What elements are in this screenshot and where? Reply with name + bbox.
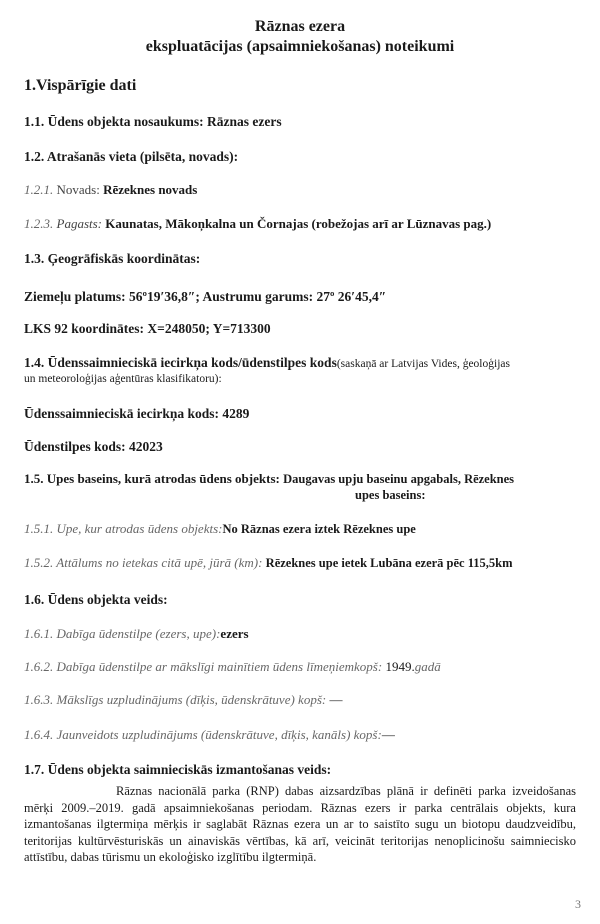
modified-level-label: 1.6.2. Dabīga ūdenstilpe ar mākslīgi mainītiem ūdens līmeņiemkopš: <box>24 659 383 674</box>
code-heading-note-1: (saskaņā ar Latvijas Vides, ģeoloģijas <box>336 358 510 370</box>
river-label: 1.5.1. Upe, kur atrodas ūdens objekts: <box>24 521 223 536</box>
economic-use-paragraph <box>24 783 576 866</box>
modified-level-year: 1949. <box>385 659 415 674</box>
new-impoundment-row <box>24 727 395 743</box>
river-basin-value-1: Daugavas upju baseinu apgabals, Rēzeknes <box>283 472 515 486</box>
municipality-row <box>24 182 197 198</box>
natural-waterbody-label: 1.6.1. Dabīga ūdenstilpe (ezers, upe): <box>24 626 221 641</box>
new-impoundment-label: 1.6.4. Jaunveidots uzpludinājums (ūdenskrātuve, dīķis, kanāls) kopš: <box>24 727 382 742</box>
parish-label: Pagasts: <box>56 216 102 231</box>
page-number: 3 <box>575 897 581 911</box>
modified-level-suffix: gadā <box>414 659 441 674</box>
natural-waterbody-value: ezers <box>220 626 249 641</box>
title-line-2: ekspluatācijas (apsaimniekošanas) noteikumi <box>145 38 455 55</box>
code-heading-note-2: un meteoroloģijas aģentūras klasifikatoru): <box>24 373 222 385</box>
code-heading <box>24 355 510 371</box>
river-basin-label: 1.5. Upes baseins, kurā atrodas ūdens objekts: <box>24 471 280 486</box>
economic-use-heading: 1.7. Ūdens objekta saimnieciskās izmantošanas veids: <box>24 762 332 777</box>
distance-row <box>24 555 513 571</box>
coordinates-heading: 1.3. Ģeogrāfiskās koordinātas: <box>24 251 201 266</box>
economic-use-text: Rāznas nacionālā parka (RNP) dabas aizsardzības plānā ir definēti parka izveidošanas mērķi 2009.–2019. gadā apsaimniekošanas periodam. Rāznas ezers ir parka centrālais objekts, kura izmantošanas ilgtermiņa mērķis ir saglabāt Rāznas ezera un ar to saistīto sugu un biotopu daudzveidību, teritorijas kultūrvēsturiskās un ainaviskās vērtības, kā arī, veicināt teritorijas nenoplicinošu saimniecisko attīstību, dabas tūrismu un ekoloģisko izglītību ilgtermiņā. <box>24 784 576 864</box>
distance-value: Rēzeknes upe ietek Lubāna ezerā pēc 115,5km <box>265 556 513 570</box>
parish-row <box>24 216 491 232</box>
code-heading-label: 1.4. Ūdenssaimnieciskā iecirkņa kods/ūdenstilpes kods <box>24 355 337 370</box>
geo-coordinates: Ziemeļu platums: 56º19′36,8″; Austrumu garums: 27º 26′45,4″ <box>24 289 387 304</box>
river-value: No Rāznas ezera iztek Rēzeknes upe <box>222 522 416 536</box>
river-row <box>24 521 416 537</box>
water-object-name: 1.1. Ūdens objekta nosaukums: Rāznas ezers <box>24 114 282 129</box>
artificial-row <box>24 692 342 708</box>
object-type-heading: 1.6. Ūdens objekta veids: <box>24 592 168 607</box>
parish-value: Kaunatas, Mākoņkalna un Čornajas (robežojas arī ar Lūznavas pag.) <box>105 216 492 231</box>
river-basin-value-2: upes baseins: <box>355 488 426 502</box>
artificial-label: 1.6.3. Mākslīgs uzpludinājums (dīķis, ūdenskrātuve) kopš: <box>24 692 327 707</box>
parish-num: 1.2.3. <box>24 216 54 231</box>
new-impoundment-value: — <box>381 727 395 742</box>
modified-level-row <box>24 659 441 675</box>
waterbody-code: Ūdenstilpes kods: 42023 <box>24 439 163 454</box>
location-heading: 1.2. Atrašanās vieta (pilsēta, novads): <box>24 149 239 164</box>
municipality-num: 1.2.1. <box>24 182 54 197</box>
distance-label: 1.5.2. Attālums no ietekas citā upē, jūrā (km): <box>24 555 263 570</box>
municipality-value: Rēzeknes novads <box>103 182 198 197</box>
district-code: Ūdenssaimnieciskā iecirkņa kods: 4289 <box>24 406 250 421</box>
river-basin-row <box>24 471 514 487</box>
title-line-1: Rāznas ezera <box>254 18 346 35</box>
municipality-label: Novads: <box>56 182 100 197</box>
lks-coordinates: LKS 92 koordinātes: X=248050; Y=713300 <box>24 321 271 336</box>
section-heading: 1.Vispārīgie dati <box>24 77 137 94</box>
artificial-value: — <box>329 692 343 707</box>
natural-waterbody-row <box>24 626 249 642</box>
